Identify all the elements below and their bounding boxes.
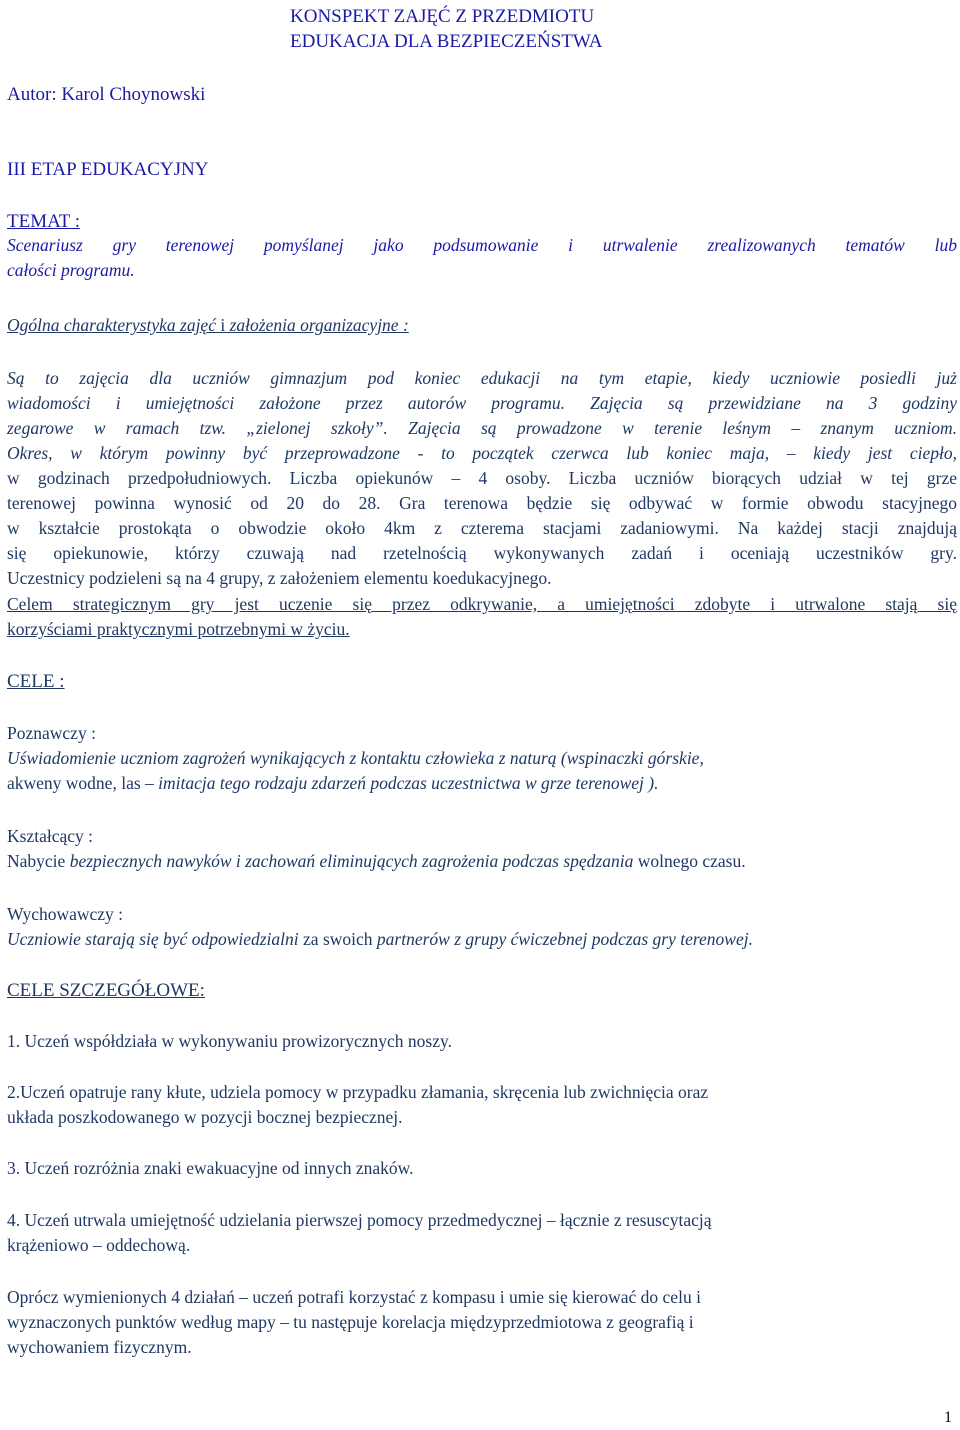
detailed-goals-heading: CELE SZCZEGÓŁOWE: [7, 980, 205, 1001]
detailed-goal-1: 1. Uczeń współdziała w wykonywaniu prowizorycznych noszy. [7, 1031, 452, 1051]
characteristics-line9: Uczestnicy podzieleni są na 4 grupy, z założeniem elementu koedukacyjnego. [7, 568, 552, 588]
detailed-goal-2-line1: 2.Uczeń opatruje rany kłute, udziela pomocy w przypadku złamania, skręcenia lub zwichnięcia oraz [7, 1082, 709, 1102]
cognitive-goal-line2: akweny wodne, las – imitacja tego rodzaju zdarzeń podczas uczestnictwa w grze terenowej ). [7, 773, 659, 793]
characteristics-line3: zegarowe w ramach tzw. „zielonej szkoły”. Zajęcia są prowadzone w terenie leśnym – znanym uczniom. [7, 418, 957, 438]
author: Autor: Karol Choynowski [7, 84, 206, 105]
closing-line1: Oprócz wymienionych 4 działań – uczeń potrafi korzystać z kompasu i umie się kierować do celu i [7, 1287, 701, 1307]
detailed-goal-4-line1: 4. Uczeń utrwala umiejętność udzielania pierwszej pomocy przedmedycznej – łącznie z resuscytacją [7, 1210, 712, 1230]
detailed-goal-2-line2: układa poszkodowanego w pozycji bocznej bezpiecznej. [7, 1107, 403, 1127]
closing-line2: wyznaczonych punktów według mapy – tu następuje korelacja międzyprzedmiotowa z geografią i [7, 1312, 694, 1332]
characteristics-line4: Okres, w którym powinny być przeprowadzone - to początek czerwca lub koniec maja, – kiedy jest ciepło, [7, 443, 957, 463]
characteristics-line7: w kształcie prostokąta o obwodzie około 4km z czterema stacjami zadaniowymi. Na każdej stacji znajdują [7, 518, 957, 538]
detailed-goal-3: 3. Uczeń rozróżnia znaki ewakuacyjne od innych znaków. [7, 1158, 414, 1178]
characteristics-line2: wiadomości i umiejętności założone przez autorów programu. Zajęcia są przewidziane na 3 godziny [7, 393, 957, 413]
cognitive-goal-label: Poznawczy : [7, 723, 96, 743]
detailed-goal-4-line2: krążeniowo – oddechową. [7, 1235, 191, 1255]
upbringing-goal-label: Wychowawczy : [7, 904, 124, 924]
cognitive-goal-line1: Uświadomienie uczniom zagrożeń wynikających z kontaktu człowieka z naturą (wspinaczki górskie, [7, 748, 704, 768]
topic-line2: całości programu. [7, 260, 135, 280]
document-title-line2: EDUKACJA DLA BEZPIECZEŃSTWA [290, 31, 603, 52]
characteristics-line5: w godzinach przedpołudniowych. Liczba opiekunów – 4 osoby. Liczba uczniów biorących udział w tej grze [7, 468, 957, 488]
characteristics-heading: Ogólna charakterystyka zajęć i założenia organizacyjne : [7, 315, 409, 335]
goals-heading: CELE : [7, 671, 65, 692]
strategic-goal-line2: korzyściami praktycznymi potrzebnymi w życiu. [7, 619, 350, 639]
closing-line3: wychowaniem fizycznym. [7, 1337, 192, 1357]
education-stage: III ETAP EDUKACYJNY [7, 159, 209, 180]
educational-goal-text: Nabycie bezpiecznych nawyków i zachowań eliminujących zagrożenia podczas spędzania wolnego czasu. [7, 851, 746, 871]
topic-label: TEMAT : [7, 211, 81, 232]
upbringing-goal-text: Uczniowie starają się być odpowiedzialni za swoich partnerów z grupy ćwiczebnej podczas gry terenowej. [7, 929, 753, 949]
topic-line1: Scenariusz gry terenowej pomyślanej jako podsumowanie i utrwalenie zrealizowanych tematów lub [7, 235, 957, 255]
document-title-line1: KONSPEKT ZAJĘĆ Z PRZEDMIOTU [290, 6, 595, 27]
characteristics-line6: terenowej powinna wynosić od 20 do 28. Gra terenowa będzie się odbywać w formie obwodu stacyjnego [7, 493, 957, 513]
strategic-goal-line1: Celem strategicznym gry jest uczenie się przez odkrywanie, a umiejętności zdobyte i utrwalone stają się [7, 594, 957, 614]
page-number: 1 [944, 1409, 952, 1426]
characteristics-line1: Są to zajęcia dla uczniów gimnazjum pod koniec edukacji na tym etapie, kiedy uczniowie posiedli już [7, 368, 957, 388]
educational-goal-label: Kształcący : [7, 826, 93, 846]
characteristics-line8: się opiekunowie, którzy czuwają nad rzetelnością wykonywanych zadań i oceniają uczestników gry. [7, 543, 957, 563]
